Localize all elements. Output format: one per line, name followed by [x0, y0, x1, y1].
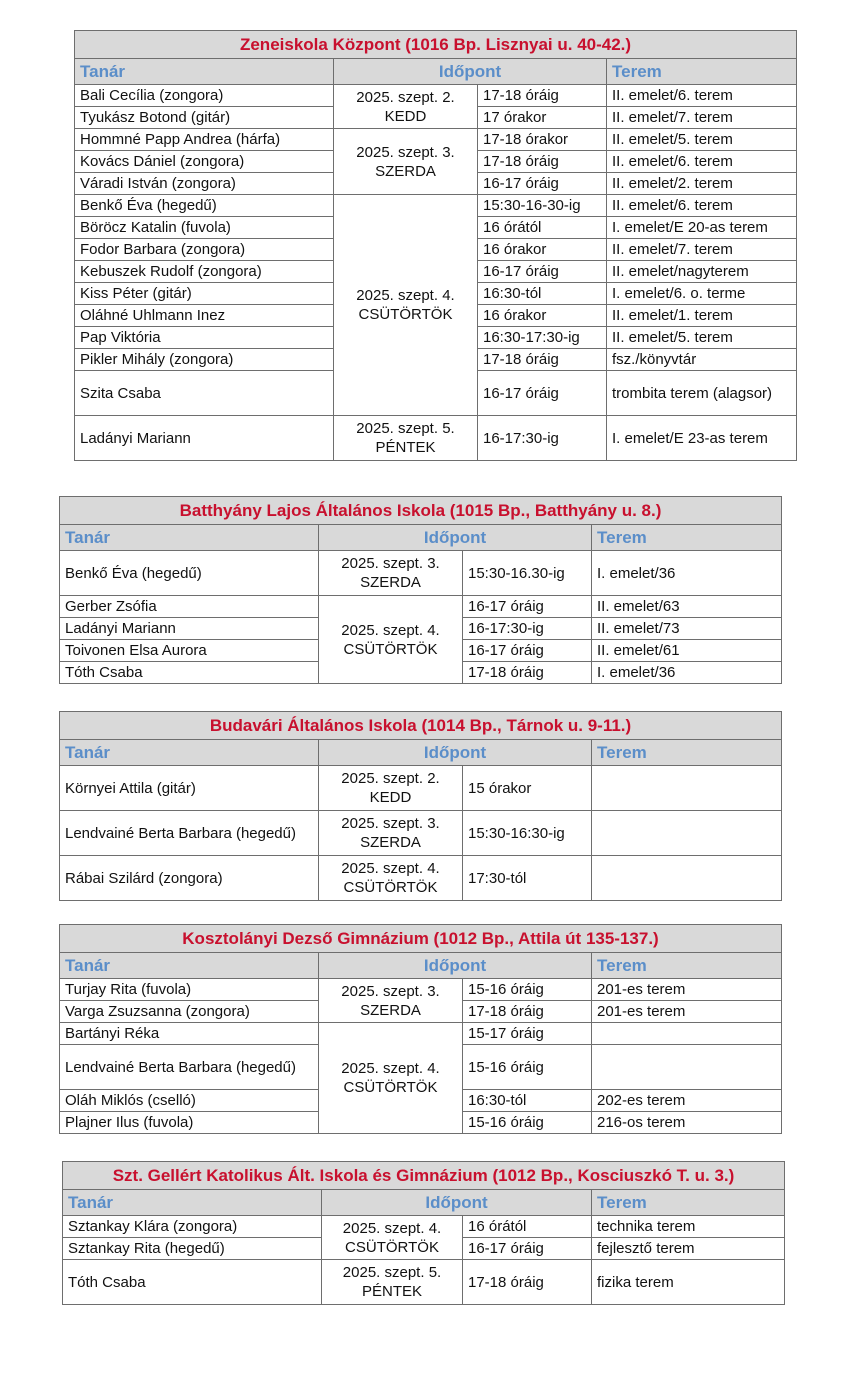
date-cell: 2025. szept. 4. CSÜTÖRTÖK — [319, 596, 463, 684]
schedule-table-zeneiskola — [74, 30, 797, 461]
room-cell — [592, 1023, 782, 1045]
time-cell: 15-16 óráig — [463, 1112, 592, 1134]
time-cell: 16-17 óráig — [478, 371, 607, 416]
header-room: Terem — [592, 953, 782, 979]
time-cell: 16-17 óráig — [478, 261, 607, 283]
table-row — [75, 195, 797, 217]
table-row — [75, 85, 797, 107]
time-cell: 16 órától — [463, 1216, 592, 1238]
time-cell: 17-18 óráig — [478, 349, 607, 371]
teacher-cell: Turjay Rita (fuvola) — [60, 979, 319, 1001]
date-cell: 2025. szept. 4. CSÜTÖRTÖK — [319, 1023, 463, 1134]
teacher-cell: Benkő Éva (hegedű) — [60, 551, 319, 596]
time-cell: 17-18 órakor — [478, 129, 607, 151]
date-cell: 2025. szept. 3. SZERDA — [319, 811, 463, 856]
time-cell: 15-17 óráig — [463, 1023, 592, 1045]
time-cell: 15:30-16:30-ig — [463, 811, 592, 856]
teacher-cell: Oláhné Uhlmann Inez — [75, 305, 334, 327]
date-cell: 2025. szept. 5. PÉNTEK — [334, 416, 478, 461]
time-cell: 16-17 óráig — [463, 596, 592, 618]
time-cell: 17-18 óráig — [463, 1260, 592, 1305]
teacher-cell: Böröcz Katalin (fuvola) — [75, 217, 334, 239]
time-cell: 16:30-17:30-ig — [478, 327, 607, 349]
time-cell: 16:30-tól — [478, 283, 607, 305]
table-row — [60, 1023, 782, 1045]
header-room: Terem — [592, 1190, 785, 1216]
room-cell: fejlesztő terem — [592, 1238, 785, 1260]
room-cell: II. emelet/2. terem — [607, 173, 797, 195]
date-cell: 2025. szept. 4. CSÜTÖRTÖK — [322, 1216, 463, 1260]
room-cell: II. emelet/6. terem — [607, 195, 797, 217]
room-cell: fsz./könyvtár — [607, 349, 797, 371]
table-row — [60, 766, 782, 811]
time-cell: 15 órakor — [463, 766, 592, 811]
time-cell: 16-17 óráig — [463, 1238, 592, 1260]
time-cell: 17-18 óráig — [463, 1001, 592, 1023]
time-cell: 15-16 óráig — [463, 1045, 592, 1090]
teacher-cell: Váradi István (zongora) — [75, 173, 334, 195]
room-cell: II. emelet/7. terem — [607, 107, 797, 129]
header-time: Időpont — [319, 525, 592, 551]
teacher-cell: Bartányi Réka — [60, 1023, 319, 1045]
date-cell: 2025. szept. 4. CSÜTÖRTÖK — [319, 856, 463, 901]
teacher-cell: Gerber Zsófia — [60, 596, 319, 618]
teacher-cell: Ladányi Mariann — [60, 618, 319, 640]
teacher-cell: Kovács Dániel (zongora) — [75, 151, 334, 173]
room-cell: I. emelet/36 — [592, 551, 782, 596]
date-cell: 2025. szept. 3. SZERDA — [319, 551, 463, 596]
header-room: Terem — [592, 740, 782, 766]
header-teacher: Tanár — [63, 1190, 322, 1216]
teacher-cell: Varga Zsuzsanna (zongora) — [60, 1001, 319, 1023]
header-time: Időpont — [319, 953, 592, 979]
header-room: Terem — [607, 59, 797, 85]
room-cell: I. emelet/6. o. terme — [607, 283, 797, 305]
teacher-cell: Sztankay Klára (zongora) — [63, 1216, 322, 1238]
table-title: Kosztolányi Dezső Gimnázium (1012 Bp., Attila út 135-137.) — [60, 925, 782, 953]
date-cell: 2025. szept. 3. SZERDA — [319, 979, 463, 1023]
teacher-cell: Kiss Péter (gitár) — [75, 283, 334, 305]
teacher-cell: Szita Csaba — [75, 371, 334, 416]
header-time: Időpont — [319, 740, 592, 766]
table-row — [63, 1260, 785, 1305]
teacher-cell: Fodor Barbara (zongora) — [75, 239, 334, 261]
schedule-table-szt-gellert — [62, 1161, 785, 1305]
date-cell: 2025. szept. 2. KEDD — [334, 85, 478, 129]
teacher-cell: Toivonen Elsa Aurora — [60, 640, 319, 662]
time-cell: 17-18 óráig — [463, 662, 592, 684]
time-cell: 17:30-tól — [463, 856, 592, 901]
schedule-table-budavari — [59, 711, 782, 901]
date-cell: 2025. szept. 2. KEDD — [319, 766, 463, 811]
teacher-cell: Lendvainé Berta Barbara (hegedű) — [60, 811, 319, 856]
time-cell: 16 órától — [478, 217, 607, 239]
time-cell: 16 órakor — [478, 305, 607, 327]
room-cell: II. emelet/6. terem — [607, 151, 797, 173]
table-row — [75, 416, 797, 461]
teacher-cell: Pikler Mihály (zongora) — [75, 349, 334, 371]
table-title: Zeneiskola Központ (1016 Bp. Lisznyai u. 40-42.) — [75, 31, 797, 59]
time-cell: 17-18 óráig — [478, 85, 607, 107]
room-cell — [592, 811, 782, 856]
room-cell: I. emelet/36 — [592, 662, 782, 684]
room-cell — [592, 856, 782, 901]
teacher-cell: Kebuszek Rudolf (zongora) — [75, 261, 334, 283]
room-cell: 201-es terem — [592, 1001, 782, 1023]
time-cell: 15-16 óráig — [463, 979, 592, 1001]
table-row — [60, 596, 782, 618]
teacher-cell: Pap Viktória — [75, 327, 334, 349]
time-cell: 17-18 óráig — [478, 151, 607, 173]
teacher-cell: Rábai Szilárd (zongora) — [60, 856, 319, 901]
room-cell: I. emelet/E 20-as terem — [607, 217, 797, 239]
room-cell: II. emelet/73 — [592, 618, 782, 640]
room-cell: 216-os terem — [592, 1112, 782, 1134]
header-teacher: Tanár — [75, 59, 334, 85]
room-cell: II. emelet/1. terem — [607, 305, 797, 327]
room-cell: II. emelet/nagyterem — [607, 261, 797, 283]
teacher-cell: Oláh Miklós (cselló) — [60, 1090, 319, 1112]
teacher-cell: Környei Attila (gitár) — [60, 766, 319, 811]
teacher-cell: Hommné Papp Andrea (hárfa) — [75, 129, 334, 151]
date-cell: 2025. szept. 5. PÉNTEK — [322, 1260, 463, 1305]
room-cell: fizika terem — [592, 1260, 785, 1305]
room-cell: I. emelet/E 23-as terem — [607, 416, 797, 461]
header-time: Időpont — [322, 1190, 592, 1216]
teacher-cell: Plajner Ilus (fuvola) — [60, 1112, 319, 1134]
room-cell: 201-es terem — [592, 979, 782, 1001]
room-cell: 202-es terem — [592, 1090, 782, 1112]
room-cell: II. emelet/7. terem — [607, 239, 797, 261]
table-title: Szt. Gellért Katolikus Ált. Iskola és Gimnázium (1012 Bp., Kosciuszkó T. u. 3.) — [63, 1162, 785, 1190]
time-cell: 16-17 óráig — [478, 173, 607, 195]
schedule-table-kosztolanyi — [59, 924, 782, 1134]
table-row — [60, 856, 782, 901]
time-cell: 17 órakor — [478, 107, 607, 129]
teacher-cell: Bali Cecília (zongora) — [75, 85, 334, 107]
table-row — [60, 979, 782, 1001]
teacher-cell: Tóth Csaba — [63, 1260, 322, 1305]
time-cell: 16 órakor — [478, 239, 607, 261]
teacher-cell: Benkő Éva (hegedű) — [75, 195, 334, 217]
date-cell: 2025. szept. 4. CSÜTÖRTÖK — [334, 195, 478, 416]
teacher-cell: Ladányi Mariann — [75, 416, 334, 461]
room-cell: II. emelet/5. terem — [607, 129, 797, 151]
room-cell: trombita terem (alagsor) — [607, 371, 797, 416]
table-row — [63, 1216, 785, 1238]
header-room: Terem — [592, 525, 782, 551]
table-title: Budavári Általános Iskola (1014 Bp., Tárnok u. 9-11.) — [60, 712, 782, 740]
header-teacher: Tanár — [60, 740, 319, 766]
time-cell: 15:30-16.30-ig — [463, 551, 592, 596]
table-title: Batthyány Lajos Általános Iskola (1015 Bp., Batthyány u. 8.) — [60, 497, 782, 525]
teacher-cell: Tóth Csaba — [60, 662, 319, 684]
room-cell — [592, 1045, 782, 1090]
room-cell: technika terem — [592, 1216, 785, 1238]
room-cell: II. emelet/5. terem — [607, 327, 797, 349]
header-teacher: Tanár — [60, 525, 319, 551]
time-cell: 16-17 óráig — [463, 640, 592, 662]
room-cell: II. emelet/6. terem — [607, 85, 797, 107]
time-cell: 15:30-16-30-ig — [478, 195, 607, 217]
table-row — [60, 811, 782, 856]
date-cell: 2025. szept. 3. SZERDA — [334, 129, 478, 195]
room-cell: II. emelet/63 — [592, 596, 782, 618]
time-cell: 16:30-tól — [463, 1090, 592, 1112]
time-cell: 16-17:30-ig — [478, 416, 607, 461]
table-row — [60, 551, 782, 596]
teacher-cell: Lendvainé Berta Barbara (hegedű) — [60, 1045, 319, 1090]
teacher-cell: Tyukász Botond (gitár) — [75, 107, 334, 129]
table-row — [75, 129, 797, 151]
header-time: Időpont — [334, 59, 607, 85]
room-cell: II. emelet/61 — [592, 640, 782, 662]
teacher-cell: Sztankay Rita (hegedű) — [63, 1238, 322, 1260]
header-teacher: Tanár — [60, 953, 319, 979]
schedule-table-batthyany — [59, 496, 782, 684]
time-cell: 16-17:30-ig — [463, 618, 592, 640]
room-cell — [592, 766, 782, 811]
